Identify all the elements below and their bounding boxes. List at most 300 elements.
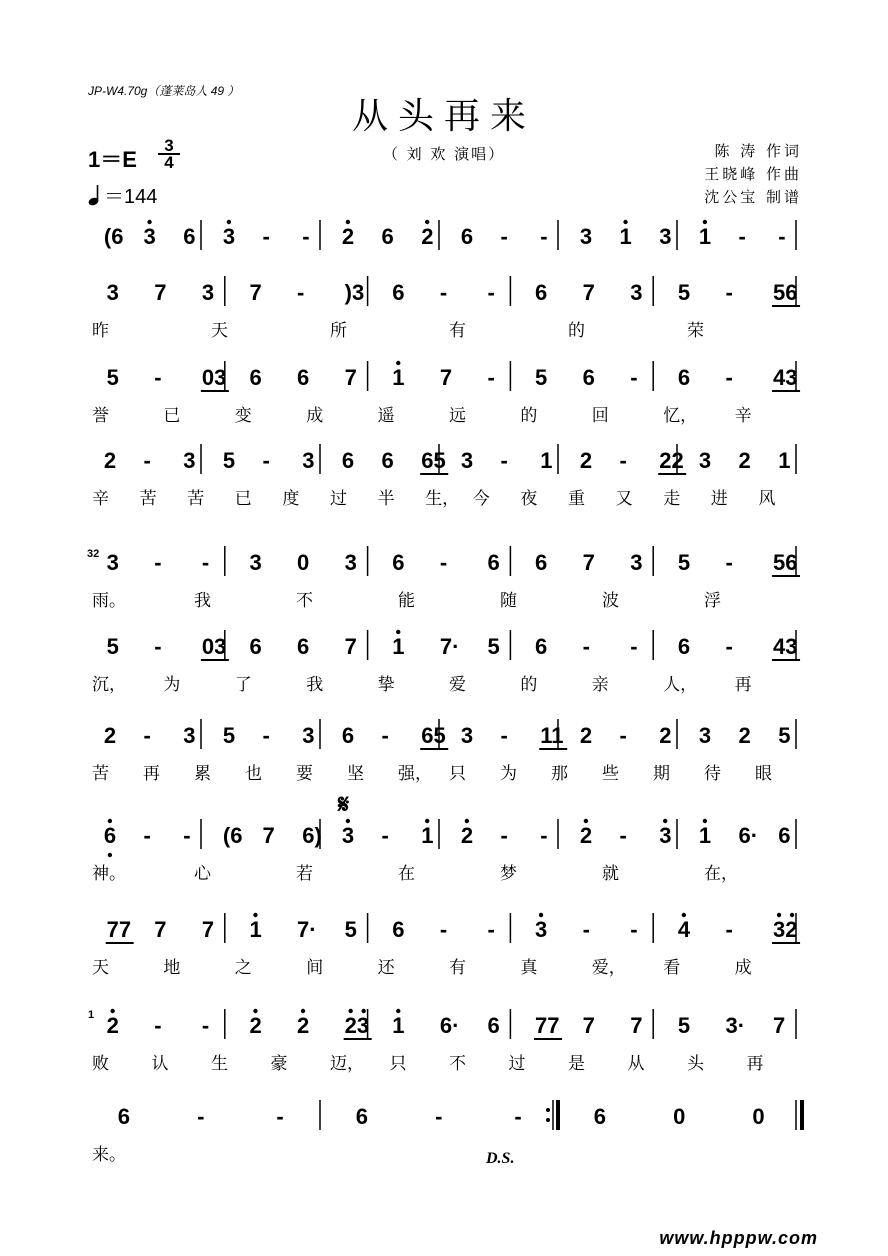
- octave-dot: [348, 1009, 352, 1013]
- lyric-syllable: 待: [704, 764, 721, 784]
- score-note: 3: [630, 280, 643, 305]
- score-note: 6: [487, 550, 500, 575]
- octave-dot: [396, 630, 400, 634]
- score-note: -: [154, 365, 162, 390]
- score-note: -: [154, 550, 162, 575]
- score-note: -: [725, 634, 733, 659]
- octave-dot: [346, 220, 350, 224]
- octave-dot: [425, 819, 429, 823]
- score-note: 3: [698, 723, 712, 748]
- score-note: 6: [677, 365, 691, 390]
- octave-dot: [703, 220, 707, 224]
- lyric-syllable: 我: [194, 591, 211, 611]
- score-note: 5: [222, 723, 236, 748]
- lyric-syllable: 为: [163, 675, 181, 695]
- score-note: 2: [297, 1013, 310, 1038]
- score-note: 5: [677, 280, 691, 305]
- grace-note-32: 32: [87, 548, 100, 560]
- score-note: 03: [201, 365, 227, 390]
- lyric-syllable: 所: [330, 321, 347, 341]
- score-note: 7: [154, 917, 167, 942]
- score-note: -: [262, 448, 270, 473]
- score-note: -: [262, 723, 270, 748]
- score-note: 6: [297, 365, 310, 390]
- octave-dot: [301, 1009, 305, 1013]
- lyric-syllable: 期: [653, 764, 670, 784]
- score-note: 5: [487, 634, 500, 659]
- score-note: 3: [183, 448, 196, 473]
- score-note: 7: [262, 823, 275, 848]
- score-note: 32: [773, 917, 798, 942]
- lyric-syllable: 是: [568, 1054, 585, 1074]
- score-note: 6: [341, 723, 355, 748]
- lyric-syllable: 败: [92, 1054, 109, 1074]
- score-note: 2: [579, 723, 593, 748]
- score-note: -: [619, 723, 627, 748]
- lyric-syllable: 挚: [377, 675, 395, 695]
- lyric-syllable: 坚: [347, 764, 364, 784]
- lyric-syllable: 已: [234, 489, 252, 509]
- lyric-syllable: 辛: [92, 489, 109, 509]
- lyric-syllable: 的: [520, 406, 538, 426]
- score-note: 6: [535, 280, 548, 305]
- score-note: 7·: [297, 917, 317, 942]
- lyric-syllable: 天: [211, 321, 228, 341]
- score-note: 2: [106, 1013, 119, 1038]
- lyric-syllable: 来。: [92, 1145, 126, 1165]
- score-note: 7: [201, 917, 215, 942]
- lyric-syllable: 重: [568, 489, 585, 509]
- score-note: 1: [698, 224, 712, 249]
- score-note: 3: [106, 280, 119, 305]
- score-note: 6: [117, 1104, 131, 1129]
- lyric-syllable: 生: [211, 1054, 228, 1074]
- lyric-syllable: 回: [591, 406, 609, 426]
- octave-dot: [623, 220, 627, 224]
- lyric-syllable: 迈，: [330, 1054, 364, 1074]
- score-note: 3: [302, 723, 315, 748]
- score-note: (6: [222, 823, 243, 848]
- score-note: -: [487, 365, 495, 390]
- score-note: 6: [355, 1104, 369, 1129]
- score-note: -: [154, 634, 162, 659]
- lyric-syllable: 誉: [92, 406, 109, 426]
- lyric-syllable: 昨: [92, 321, 109, 341]
- score-note: 6: [535, 634, 548, 659]
- score-note: 22: [659, 448, 684, 473]
- lyric-syllable: 爱，: [591, 958, 626, 978]
- score-note: 7: [773, 1013, 786, 1038]
- edition-code: JP-W4.70g（蓬莱岛人 49 ）: [88, 84, 240, 98]
- score-note: -: [276, 1104, 284, 1129]
- lyric-syllable: 苦: [92, 764, 109, 784]
- score-note: 3: [460, 448, 474, 473]
- score-note: 3: [460, 723, 474, 748]
- lyric-syllable: 也: [245, 764, 262, 784]
- score-note: -: [630, 634, 638, 659]
- lyric-syllable: 梦: [500, 864, 517, 884]
- octave-dot: [110, 1009, 114, 1013]
- score-note: 6: [593, 1104, 607, 1129]
- score-note: 11: [540, 723, 564, 748]
- lyric-syllable: 之: [234, 958, 252, 978]
- lyric-syllable: 的: [520, 675, 538, 695]
- octave-dot: [108, 819, 112, 823]
- score-note: 1: [249, 917, 262, 942]
- octave-dot: [147, 220, 151, 224]
- arranger-credit: 沈公宝 制谱: [704, 188, 802, 206]
- score-note: 5: [106, 365, 119, 390]
- score-note: -: [302, 224, 310, 249]
- score-note: 2: [738, 723, 751, 748]
- song-title: 从头再来: [351, 96, 536, 137]
- score-note: 5: [106, 634, 119, 659]
- lyric-syllable: 在: [398, 864, 415, 884]
- lyric-syllable: 走: [663, 489, 681, 509]
- score-note: 6: [778, 823, 791, 848]
- segno-sign: 𝄋: [338, 790, 350, 820]
- score-note: 2: [249, 1013, 262, 1038]
- lyric-syllable: 头: [687, 1054, 704, 1074]
- score-note: 3: [222, 224, 236, 249]
- score-note: -: [143, 823, 151, 848]
- lyric-syllable: 远: [449, 406, 466, 426]
- lyric-syllable: 累: [194, 764, 211, 784]
- repeat-dot: [546, 1118, 550, 1122]
- lyric-syllable: 再: [734, 675, 752, 695]
- lyric-syllable: 忆，: [663, 406, 698, 426]
- lyric-syllable: 再: [143, 764, 160, 784]
- score-note: 3: [579, 224, 593, 249]
- score-note: -: [381, 823, 389, 848]
- score-note: 5: [677, 550, 691, 575]
- score-note: 5: [677, 1013, 691, 1038]
- lyric-syllable: 就: [602, 864, 619, 884]
- score-note: 1: [392, 634, 405, 659]
- score-note: -: [619, 823, 627, 848]
- score-note: 3: [201, 280, 215, 305]
- octave-dot: [682, 913, 686, 917]
- score-note: 3: [698, 448, 712, 473]
- score-note: 3: [630, 550, 643, 575]
- lyric-syllable: 已: [163, 406, 181, 426]
- lyric-syllable: 我: [306, 675, 324, 695]
- octave-dot: [253, 913, 257, 917]
- octave-dot: [663, 819, 667, 823]
- lyric-syllable: 不: [296, 591, 313, 611]
- score-note: 6: [381, 448, 394, 473]
- score-note: -: [540, 823, 548, 848]
- octave-dot: [584, 819, 588, 823]
- lyric-syllable: 又: [615, 489, 633, 509]
- score-note: 6: [103, 823, 117, 848]
- lyric-syllable: 荣: [687, 321, 704, 341]
- score-note: 6: [183, 224, 196, 249]
- score-note: -: [514, 1104, 522, 1129]
- score-note: 3: [344, 550, 357, 575]
- score-note: -: [619, 448, 627, 473]
- lyric-syllable: 波: [602, 591, 619, 611]
- score-note: 7: [582, 1013, 595, 1038]
- lyric-syllable: 还: [377, 958, 395, 978]
- lyric-syllable: 间: [306, 958, 324, 978]
- score-note: 6·: [738, 823, 759, 848]
- score-note: 43: [773, 634, 798, 659]
- lyric-syllable: 只: [449, 764, 466, 784]
- lyric-syllable: 亲: [591, 675, 609, 695]
- lyric-syllable: 眼: [755, 764, 772, 784]
- lyric-syllable: 随: [500, 591, 517, 611]
- score-note: -: [500, 224, 508, 249]
- score-note: -: [439, 280, 448, 305]
- score-note: 6: [341, 448, 355, 473]
- score-note: 2: [579, 448, 593, 473]
- lyric-syllable: 遥: [377, 406, 395, 426]
- lyric-syllable: 今: [472, 489, 490, 509]
- score-note: 6): [302, 823, 322, 848]
- score-note: 6·: [439, 1013, 460, 1038]
- score-note: -: [725, 550, 733, 575]
- score-note: 3: [249, 550, 262, 575]
- lyric-syllable: 再: [746, 1054, 764, 1074]
- lyric-syllable: 过: [330, 489, 347, 509]
- score-note: -: [143, 723, 151, 748]
- score-note: -: [201, 1013, 210, 1038]
- key-signature: 1＝E: [88, 147, 137, 172]
- score-note: 7: [582, 550, 595, 575]
- score-note: 6: [487, 1013, 500, 1038]
- lyric-syllable: 人，: [663, 675, 698, 695]
- score-note: 3: [535, 917, 548, 942]
- score-note: -: [725, 365, 733, 390]
- score-note: 2: [738, 448, 751, 473]
- lyric-syllable: 从: [627, 1054, 645, 1074]
- score-note: 56: [773, 280, 798, 305]
- score-note: 2: [103, 448, 117, 473]
- lyric-syllable: 苦: [139, 489, 157, 509]
- score-note: 7: [439, 365, 453, 390]
- score-note: -: [201, 550, 210, 575]
- score-note: 56: [773, 550, 798, 575]
- lyric-syllable: 要: [296, 764, 313, 784]
- lyric-syllable: 为: [500, 764, 517, 784]
- lyric-syllable: 地: [163, 958, 181, 978]
- lyric-syllable: 风: [758, 489, 776, 509]
- score-note: )3: [344, 280, 365, 305]
- tempo-value: ＝144: [104, 186, 158, 208]
- lyric-syllable: 有: [449, 958, 466, 978]
- score-note: -: [630, 365, 638, 390]
- score-note: -: [500, 823, 508, 848]
- octave-dot: [396, 361, 400, 365]
- score-note: 6: [460, 224, 474, 249]
- lyric-syllable: 能: [398, 591, 415, 611]
- score-note: -: [381, 723, 389, 748]
- octave-dot: [465, 819, 469, 823]
- octave-dot: [227, 220, 231, 224]
- octave-dot: [703, 819, 707, 823]
- score-note: -: [500, 448, 508, 473]
- lyric-syllable: 豪: [270, 1054, 288, 1074]
- octave-dot: [777, 913, 781, 917]
- octave-dot: [425, 220, 429, 224]
- lyric-syllable: 过: [508, 1054, 526, 1074]
- score-note: 6: [677, 634, 691, 659]
- score-note: 6: [381, 224, 394, 249]
- score-note: 2: [579, 823, 593, 848]
- score-note: 3·: [725, 1013, 746, 1038]
- score-note: 1: [392, 365, 405, 390]
- lyric-syllable: 成: [306, 406, 324, 426]
- lyric-syllable: 沉，: [92, 675, 126, 695]
- lyric-syllable: 爱: [449, 675, 466, 695]
- lyric-syllable: 半: [377, 489, 395, 509]
- score-note: 6: [392, 280, 405, 305]
- lyric-syllable: 有: [449, 321, 466, 341]
- octave-dot: [361, 1009, 365, 1013]
- score-note: -: [439, 550, 448, 575]
- score-note: 2: [421, 224, 434, 249]
- score-note: -: [262, 224, 270, 249]
- score-note: 6: [249, 365, 262, 390]
- score-note: 65: [421, 723, 446, 748]
- score-note: 1: [421, 823, 434, 848]
- score-note: -: [540, 224, 548, 249]
- score-note: -: [143, 448, 151, 473]
- score-note: 7: [249, 280, 262, 305]
- score-note: -: [778, 224, 786, 249]
- score-note: 2: [460, 823, 474, 848]
- lyric-syllable: 强，: [398, 764, 432, 784]
- score-note: 65: [421, 448, 446, 473]
- score-note: 1: [619, 224, 632, 249]
- score-note: -: [630, 917, 638, 942]
- lyric-syllable: 神。: [92, 864, 126, 884]
- score-note: 2: [103, 723, 117, 748]
- lyric-syllable: 那: [551, 764, 568, 784]
- lyric-syllable: 的: [568, 321, 585, 341]
- meter-top: 3: [158, 138, 180, 155]
- score-note: 43: [773, 365, 798, 390]
- repeat-dot: [546, 1108, 550, 1112]
- lyric-syllable: 雨。: [92, 591, 126, 611]
- score-note: 77: [106, 917, 132, 942]
- score-note: -: [154, 1013, 162, 1038]
- score-note: 3: [106, 550, 119, 575]
- score-note: 7: [344, 365, 357, 390]
- low-octave-dot: [108, 853, 112, 857]
- lyric-syllable: 真: [520, 958, 538, 978]
- lyric-syllable: 只: [389, 1054, 407, 1074]
- score-note: -: [725, 280, 733, 305]
- score-note: 77: [535, 1013, 560, 1038]
- score-note: -: [582, 917, 590, 942]
- lyric-syllable: 苦: [187, 489, 205, 509]
- score-note: 1: [392, 1013, 405, 1038]
- score-note: -: [725, 917, 733, 942]
- lyric-syllable: 认: [151, 1054, 169, 1074]
- octave-dot: [396, 1009, 400, 1013]
- score-note: 6: [392, 550, 405, 575]
- score-note: (6: [103, 224, 124, 249]
- score-note: 7: [154, 280, 167, 305]
- dal-segno-mark: D.S.: [486, 1150, 515, 1167]
- score-note: 5: [778, 723, 791, 748]
- score-note: -: [582, 634, 590, 659]
- lyric-syllable: 若: [296, 864, 313, 884]
- score-note: -: [439, 917, 448, 942]
- score-note: -: [500, 723, 508, 748]
- score-note: 7: [582, 280, 595, 305]
- score-note: -: [197, 1104, 205, 1129]
- score-note: 7: [344, 634, 357, 659]
- score-note: 5: [222, 448, 236, 473]
- score-note: 0: [673, 1104, 686, 1129]
- score-note: 23: [344, 1013, 370, 1038]
- score-note: 6: [535, 550, 548, 575]
- score-note: 6: [392, 917, 405, 942]
- score-note: 6: [249, 634, 262, 659]
- score-note: 03: [201, 634, 227, 659]
- score-note: 1: [698, 823, 712, 848]
- score-note: 0: [752, 1104, 765, 1129]
- lyric-syllable: 了: [234, 675, 252, 695]
- score-note: 0: [297, 550, 310, 575]
- score-note: 2: [659, 723, 672, 748]
- score-note: -: [487, 280, 495, 305]
- score-note: 3: [302, 448, 315, 473]
- score-note: 7·: [439, 634, 460, 659]
- lyric-syllable: 在，: [704, 864, 738, 884]
- score-note: 6: [582, 365, 595, 390]
- score-note: 7: [630, 1013, 643, 1038]
- lyric-syllable: 心: [194, 864, 211, 884]
- lyric-syllable: 看: [663, 958, 681, 978]
- composer-credit: 王晓峰 作曲: [704, 165, 802, 183]
- score-note: 3: [659, 224, 672, 249]
- lyric-syllable: 不: [449, 1054, 466, 1074]
- score-note: -: [297, 280, 305, 305]
- score-note: 4: [677, 917, 691, 942]
- score-note: -: [435, 1104, 443, 1129]
- score-note: -: [738, 224, 746, 249]
- score-note: 5: [344, 917, 357, 942]
- score-note: -: [183, 823, 191, 848]
- lyric-syllable: 度: [282, 489, 300, 509]
- lyric-syllable: 辛: [734, 406, 752, 426]
- score-note: 1: [778, 448, 791, 473]
- score-note: -: [487, 917, 495, 942]
- lyric-syllable: 些: [602, 764, 619, 784]
- score-note: 2: [341, 224, 355, 249]
- octave-dot: [790, 913, 794, 917]
- score-note: 5: [535, 365, 548, 390]
- website-watermark: www.hpppw.com: [659, 1228, 818, 1248]
- grace-note-1: 1: [88, 1009, 95, 1021]
- score-note: 3: [143, 224, 156, 249]
- score-note: 3: [659, 823, 672, 848]
- meter-bottom: 4: [164, 153, 174, 172]
- score-note: 1: [540, 448, 553, 473]
- lyric-syllable: 变: [234, 406, 252, 426]
- singer-credit: （ 刘 欢 演唱）: [382, 145, 506, 163]
- octave-dot: [539, 913, 543, 917]
- lyric-syllable: 浮: [704, 591, 721, 611]
- score-note: 3: [341, 823, 355, 848]
- score-note: 3: [183, 723, 196, 748]
- score-note: 6: [297, 634, 310, 659]
- lyric-syllable: 天: [92, 958, 109, 978]
